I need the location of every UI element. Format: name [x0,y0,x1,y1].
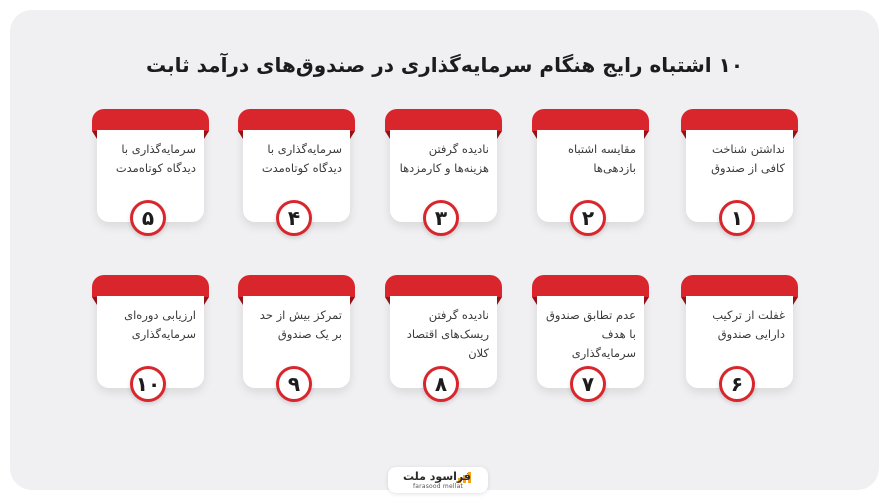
card-text: ارزیابی دوره‌ای سرمایه‌گذاری [124,308,196,341]
card-text: نداشتن شناخت کافی از صندوق [711,142,785,175]
card-cover [537,296,644,306]
brand-logo [388,467,488,493]
card-number: ۶ [719,366,755,402]
logo-name: فراسود ملت [403,470,471,483]
card-5 [97,112,204,230]
card-cover [97,130,204,140]
card-cover [97,296,204,306]
card-10 [97,278,204,396]
background-panel [10,10,879,490]
card-7 [537,278,644,396]
card-ribbon [681,275,798,297]
logo-subtitle: farasood mellat [412,483,463,490]
card-ribbon [92,275,209,297]
card-ribbon [385,109,502,131]
card-9 [243,278,350,396]
card-1 [686,112,793,230]
card-number: ۸ [423,366,459,402]
card-cover [243,130,350,140]
card-text: عدم تطابق صندوق با هدف سرمایه‌گذاری [545,308,636,360]
card-number: ۹ [276,366,312,402]
card-text: نادیده گرفتن هزینه‌ها و کارمزدها [399,142,489,175]
card-ribbon [92,109,209,131]
card-number: ۱۰ [130,366,166,402]
card-cover [537,130,644,140]
card-cover [390,296,497,306]
page-title: ۱۰ اشتباه رایج هنگام سرمایه‌گذاری در صندوق‌های درآمد ثابت [145,53,744,77]
card-ribbon [532,109,649,131]
card-number: ۷ [570,366,606,402]
card-text: سرمایه‌گذاری با دیدگاه کوتاه‌مدت [261,142,342,175]
card-2 [537,112,644,230]
card-ribbon [385,275,502,297]
card-text: غفلت از ترکیب دارایی صندوق [712,308,785,341]
card-number: ۲ [570,200,606,236]
card-number: ۳ [423,200,459,236]
card-cover [243,296,350,306]
card-ribbon [532,275,649,297]
card-4 [243,112,350,230]
card-ribbon [238,109,355,131]
card-cover [686,130,793,140]
card-8 [390,278,497,396]
card-text: نادیده گرفتن ریسک‌های اقتصاد کلان [406,308,489,360]
card-ribbon [238,275,355,297]
card-cover [686,296,793,306]
card-cover [390,130,497,140]
card-text: تمرکز بیش از حد بر یک صندوق [259,308,342,341]
card-ribbon [681,109,798,131]
card-3 [390,112,497,230]
card-text: مقایسه اشتباه بازدهی‌ها [567,142,636,175]
card-text: سرمایه‌گذاری با دیدگاه کوتاه‌مدت [115,142,196,175]
card-number: ۴ [276,200,312,236]
card-number: ۵ [130,200,166,236]
card-number: ۱ [719,200,755,236]
card-6 [686,278,793,396]
